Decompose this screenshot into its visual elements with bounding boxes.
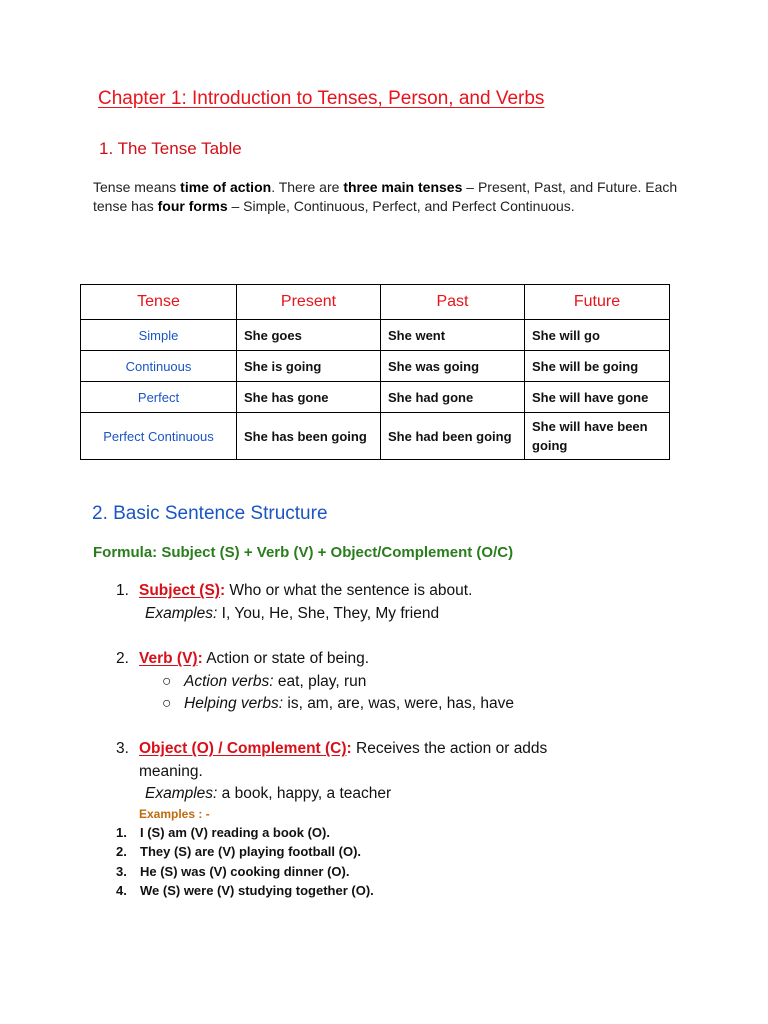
- table-cell: She has been going: [237, 413, 381, 460]
- section-1-heading: 1. The Tense Table: [99, 139, 242, 158]
- example-text: We (S) were (V) studying together (O).: [140, 883, 374, 898]
- table-row: [81, 351, 670, 382]
- table-header-row: [81, 285, 670, 320]
- row-header-cell: Perfect Continuous: [81, 413, 237, 460]
- object-definition: [139, 740, 547, 758]
- bullet-text: eat, play, run: [273, 673, 367, 690]
- example-number: 2.: [116, 844, 127, 859]
- subject-examples: [145, 605, 439, 623]
- examples-label: Examples:: [145, 605, 218, 622]
- table-cell: She will have been going: [525, 413, 670, 460]
- verb-bullet-action: [162, 673, 366, 691]
- example-number: 1.: [116, 825, 127, 840]
- bullet-label: Action verbs:: [184, 673, 274, 690]
- verb-bullet-helping: [162, 695, 514, 713]
- list-number: 3.: [116, 740, 129, 757]
- example-sentence: [116, 864, 349, 879]
- table-cell: She had gone: [381, 382, 525, 413]
- intro-text: . There are: [271, 179, 344, 195]
- object-description: Receives the action or adds: [351, 740, 548, 757]
- table-cell: She will go: [525, 320, 670, 351]
- section-2-heading: 2. Basic Sentence Structure: [92, 503, 328, 524]
- example-text: He (S) was (V) cooking dinner (O).: [140, 864, 350, 879]
- table-cell: She will be going: [525, 351, 670, 382]
- table-header-cell: Past: [381, 285, 525, 320]
- bullet-label: Helping verbs:: [184, 695, 284, 712]
- chapter-title: Chapter 1: Introduction to Tenses, Person, and Verbs: [98, 88, 545, 109]
- bullet-text: is, am, are, was, were, has, have: [283, 695, 514, 712]
- intro-text: – Present, Past, and Future. Each tense has: [93, 179, 678, 214]
- intro-bold-three-main-tenses: three main tenses: [343, 179, 463, 195]
- term-colon: :: [197, 650, 203, 667]
- example-sentence: [116, 844, 361, 859]
- term-colon: :: [346, 740, 352, 757]
- object-examples: [145, 785, 391, 803]
- example-number: 3.: [116, 864, 127, 879]
- examples-heading: Examples : -: [139, 807, 210, 821]
- tense-intro-paragraph: [93, 178, 683, 216]
- table-row: [81, 382, 670, 413]
- example-text: They (S) are (V) playing football (O).: [140, 844, 362, 859]
- table-header-cell: Tense: [81, 285, 237, 320]
- example-number: 4.: [116, 883, 127, 898]
- table-cell: She goes: [237, 320, 381, 351]
- table-cell: She had been going: [381, 413, 525, 460]
- object-description-continued: meaning.: [139, 763, 203, 780]
- object-complement-term: Object (O) / Complement (C): [139, 740, 347, 757]
- subject-description: Who or what the sentence is about.: [225, 582, 473, 599]
- circle-bullet-icon: ○: [162, 695, 172, 712]
- examples-text: I, You, He, She, They, My friend: [217, 605, 440, 622]
- tense-table: [80, 284, 670, 460]
- table-row: [81, 320, 670, 351]
- table-cell: She was going: [381, 351, 525, 382]
- subject-term: Subject (S): [139, 582, 220, 599]
- table-row: [81, 413, 670, 460]
- formula-line: Formula: Subject (S) + Verb (V) + Object/Complement (O/C): [93, 544, 514, 561]
- list-number: 1.: [116, 582, 129, 599]
- intro-bold-four-forms: four forms: [157, 198, 228, 214]
- row-header-cell: Simple: [81, 320, 237, 351]
- example-sentence: [116, 825, 330, 840]
- table-header-cell: Present: [237, 285, 381, 320]
- row-header-cell: Continuous: [81, 351, 237, 382]
- subject-definition: [139, 582, 472, 600]
- table-header-cell: Future: [525, 285, 670, 320]
- verb-description: Action or state of being.: [202, 650, 370, 667]
- verb-term: Verb (V): [139, 650, 198, 667]
- term-colon: :: [219, 582, 226, 599]
- intro-text: Tense means: [93, 179, 181, 195]
- intro-text: – Simple, Continuous, Perfect, and Perfect Continuous.: [227, 198, 575, 214]
- circle-bullet-icon: ○: [162, 673, 172, 690]
- examples-label: Examples:: [145, 785, 218, 802]
- example-text: I (S) am (V) reading a book (O).: [140, 825, 330, 840]
- list-number: 2.: [116, 650, 129, 667]
- intro-bold-time-of-action: time of action: [180, 179, 272, 195]
- table-cell: She went: [381, 320, 525, 351]
- table-cell: She has gone: [237, 382, 381, 413]
- verb-definition: [139, 650, 369, 668]
- example-sentence: [116, 883, 374, 898]
- table-cell: She is going: [237, 351, 381, 382]
- table-cell: She will have gone: [525, 382, 670, 413]
- examples-text: a book, happy, a teacher: [217, 785, 392, 802]
- row-header-cell: Perfect: [81, 382, 237, 413]
